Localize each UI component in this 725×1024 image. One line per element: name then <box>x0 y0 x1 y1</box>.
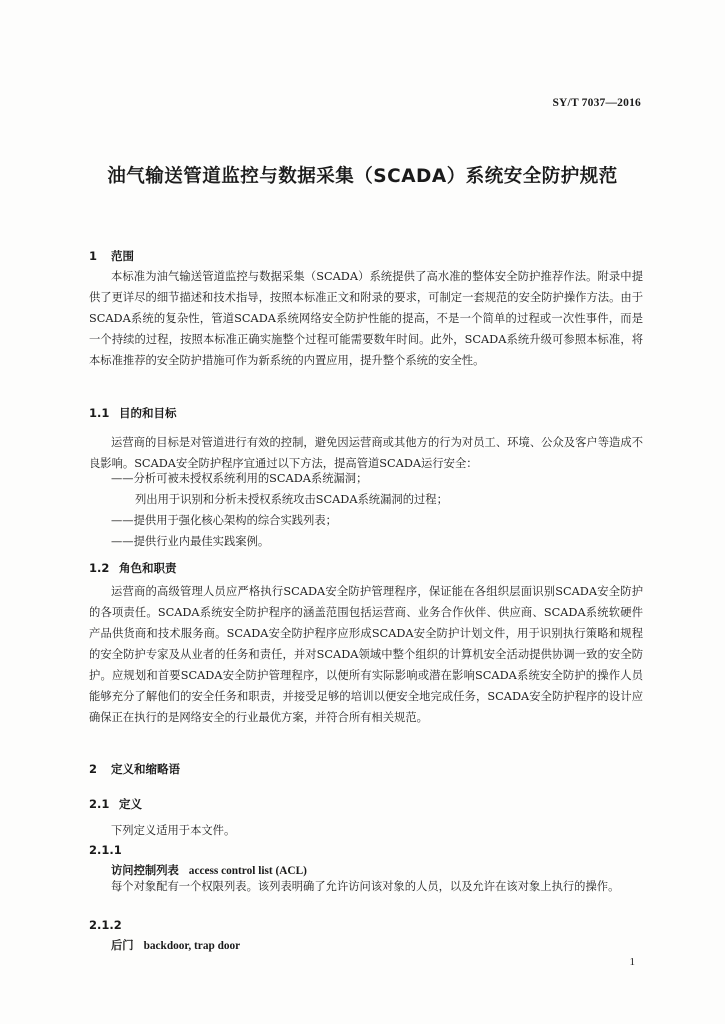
list-item: ——提供用于强化核心架构的综合实践列表； <box>111 514 337 527</box>
list-item: ——提供行业内最佳实践案例。 <box>111 535 270 548</box>
term-en: backdoor, trap door <box>143 940 241 952</box>
section-number: 1 <box>89 249 98 263</box>
section-title: 定义 <box>119 797 142 811</box>
section-2-1-heading <box>89 796 142 812</box>
term-2-1-1-definition: 每个对象配有一个权限列表。该列表明确了允许访问该对象的人员，以及允许在该对象上执行的操作。 <box>111 880 620 893</box>
section-number: 2.1 <box>89 797 110 811</box>
section-number: 1.2 <box>89 561 110 575</box>
term-zh: 访问控制列表 <box>111 864 179 877</box>
section-1-heading <box>89 248 134 264</box>
section-number: 1.1 <box>89 406 110 420</box>
list-item: ——分析可被未授权系统利用的SCADA系统漏洞； <box>111 472 368 485</box>
standard-code: SY/T 7037—2016 <box>552 97 641 109</box>
definitions-intro: 下列定义适用于本文件。 <box>111 824 236 837</box>
page-number: 1 <box>629 956 635 968</box>
term-2-1-1-number: 2.1.1 <box>89 843 122 857</box>
term-2-1-2-number: 2.1.2 <box>89 918 122 932</box>
section-1-paragraph: 本标准为油气输送管道监控与数据采集（SCADA）系统提供了高水准的整体安全防护推荐作法。附录中提供了更详尽的细节描述和技术指导，按照本标准正文和附录的要求，可制定一套规范的安全防护操作方法。由于SCADA系统的复杂性，管道SCADA系统网络安全防护性能的提高，不是一个简单的过程或一次性事件，而是一个持续的过程，按照本标准正确实施整个过程可能需要数年时间。此外，SCADA系统升级可参照本标准，将本标准推荐的安全防护措施可作为新系统的内置应用，提升整个系统的安全性。 <box>89 270 643 367</box>
section-number: 2 <box>89 762 98 776</box>
section-title: 角色和职责 <box>119 561 177 575</box>
section-1-1-heading <box>89 405 177 421</box>
section-1-2-paragraph: 运营商的高级管理人员应严格执行SCADA安全防护管理程序，保证能在各组织层面识别SCADA安全防护的各项责任。SCADA系统安全防护程序的涵盖范围包括运营商、业务合作伙伴、供应商、SCADA系统软硬件产品供货商和技术服务商。SCADA安全防护程序应形成SCADA安全防护计划文件，用于识别执行策略和规程的安全防护专家及从业者的任务和责任，并对SCADA领域中整个组织的计算机安全活动提供协调一致的安全防护。应规划和首要SCADA安全防护管理程序，以便所有实际影响或潜在影响SCADA系统安全防护的操作人员能够充分了解他们的安全任务和职责，并接受足够的培训以便安全地完成任务，SCADA安全防护程序的设计应确保正在执行的是网络安全的行业最优方案，并符合所有相关规范。 <box>89 585 643 724</box>
document-title: 油气输送管道监控与数据采集（SCADA）系统安全防护规范 <box>107 166 618 187</box>
section-title: 范围 <box>111 249 134 263</box>
section-title: 定义和缩略语 <box>111 762 180 776</box>
term-2-1-2-name <box>111 937 240 953</box>
list-item: 列出用于识别和分析未授权系统攻击SCADA系统漏洞的过程； <box>135 493 448 506</box>
section-2-heading <box>89 761 180 777</box>
term-en: access control list (ACL) <box>188 865 307 877</box>
section-1-1-paragraph: 运营商的目标是对管道进行有效的控制，避免因运营商或其他方的行为对员工、环境、公众及客户等造成不良影响。SCADA安全防护程序宜通过以下方法，提高管道SCADA运行安全： <box>89 436 643 470</box>
section-1-2-heading <box>89 560 177 576</box>
section-title: 目的和目标 <box>119 406 177 420</box>
term-zh: 后门 <box>111 939 134 952</box>
